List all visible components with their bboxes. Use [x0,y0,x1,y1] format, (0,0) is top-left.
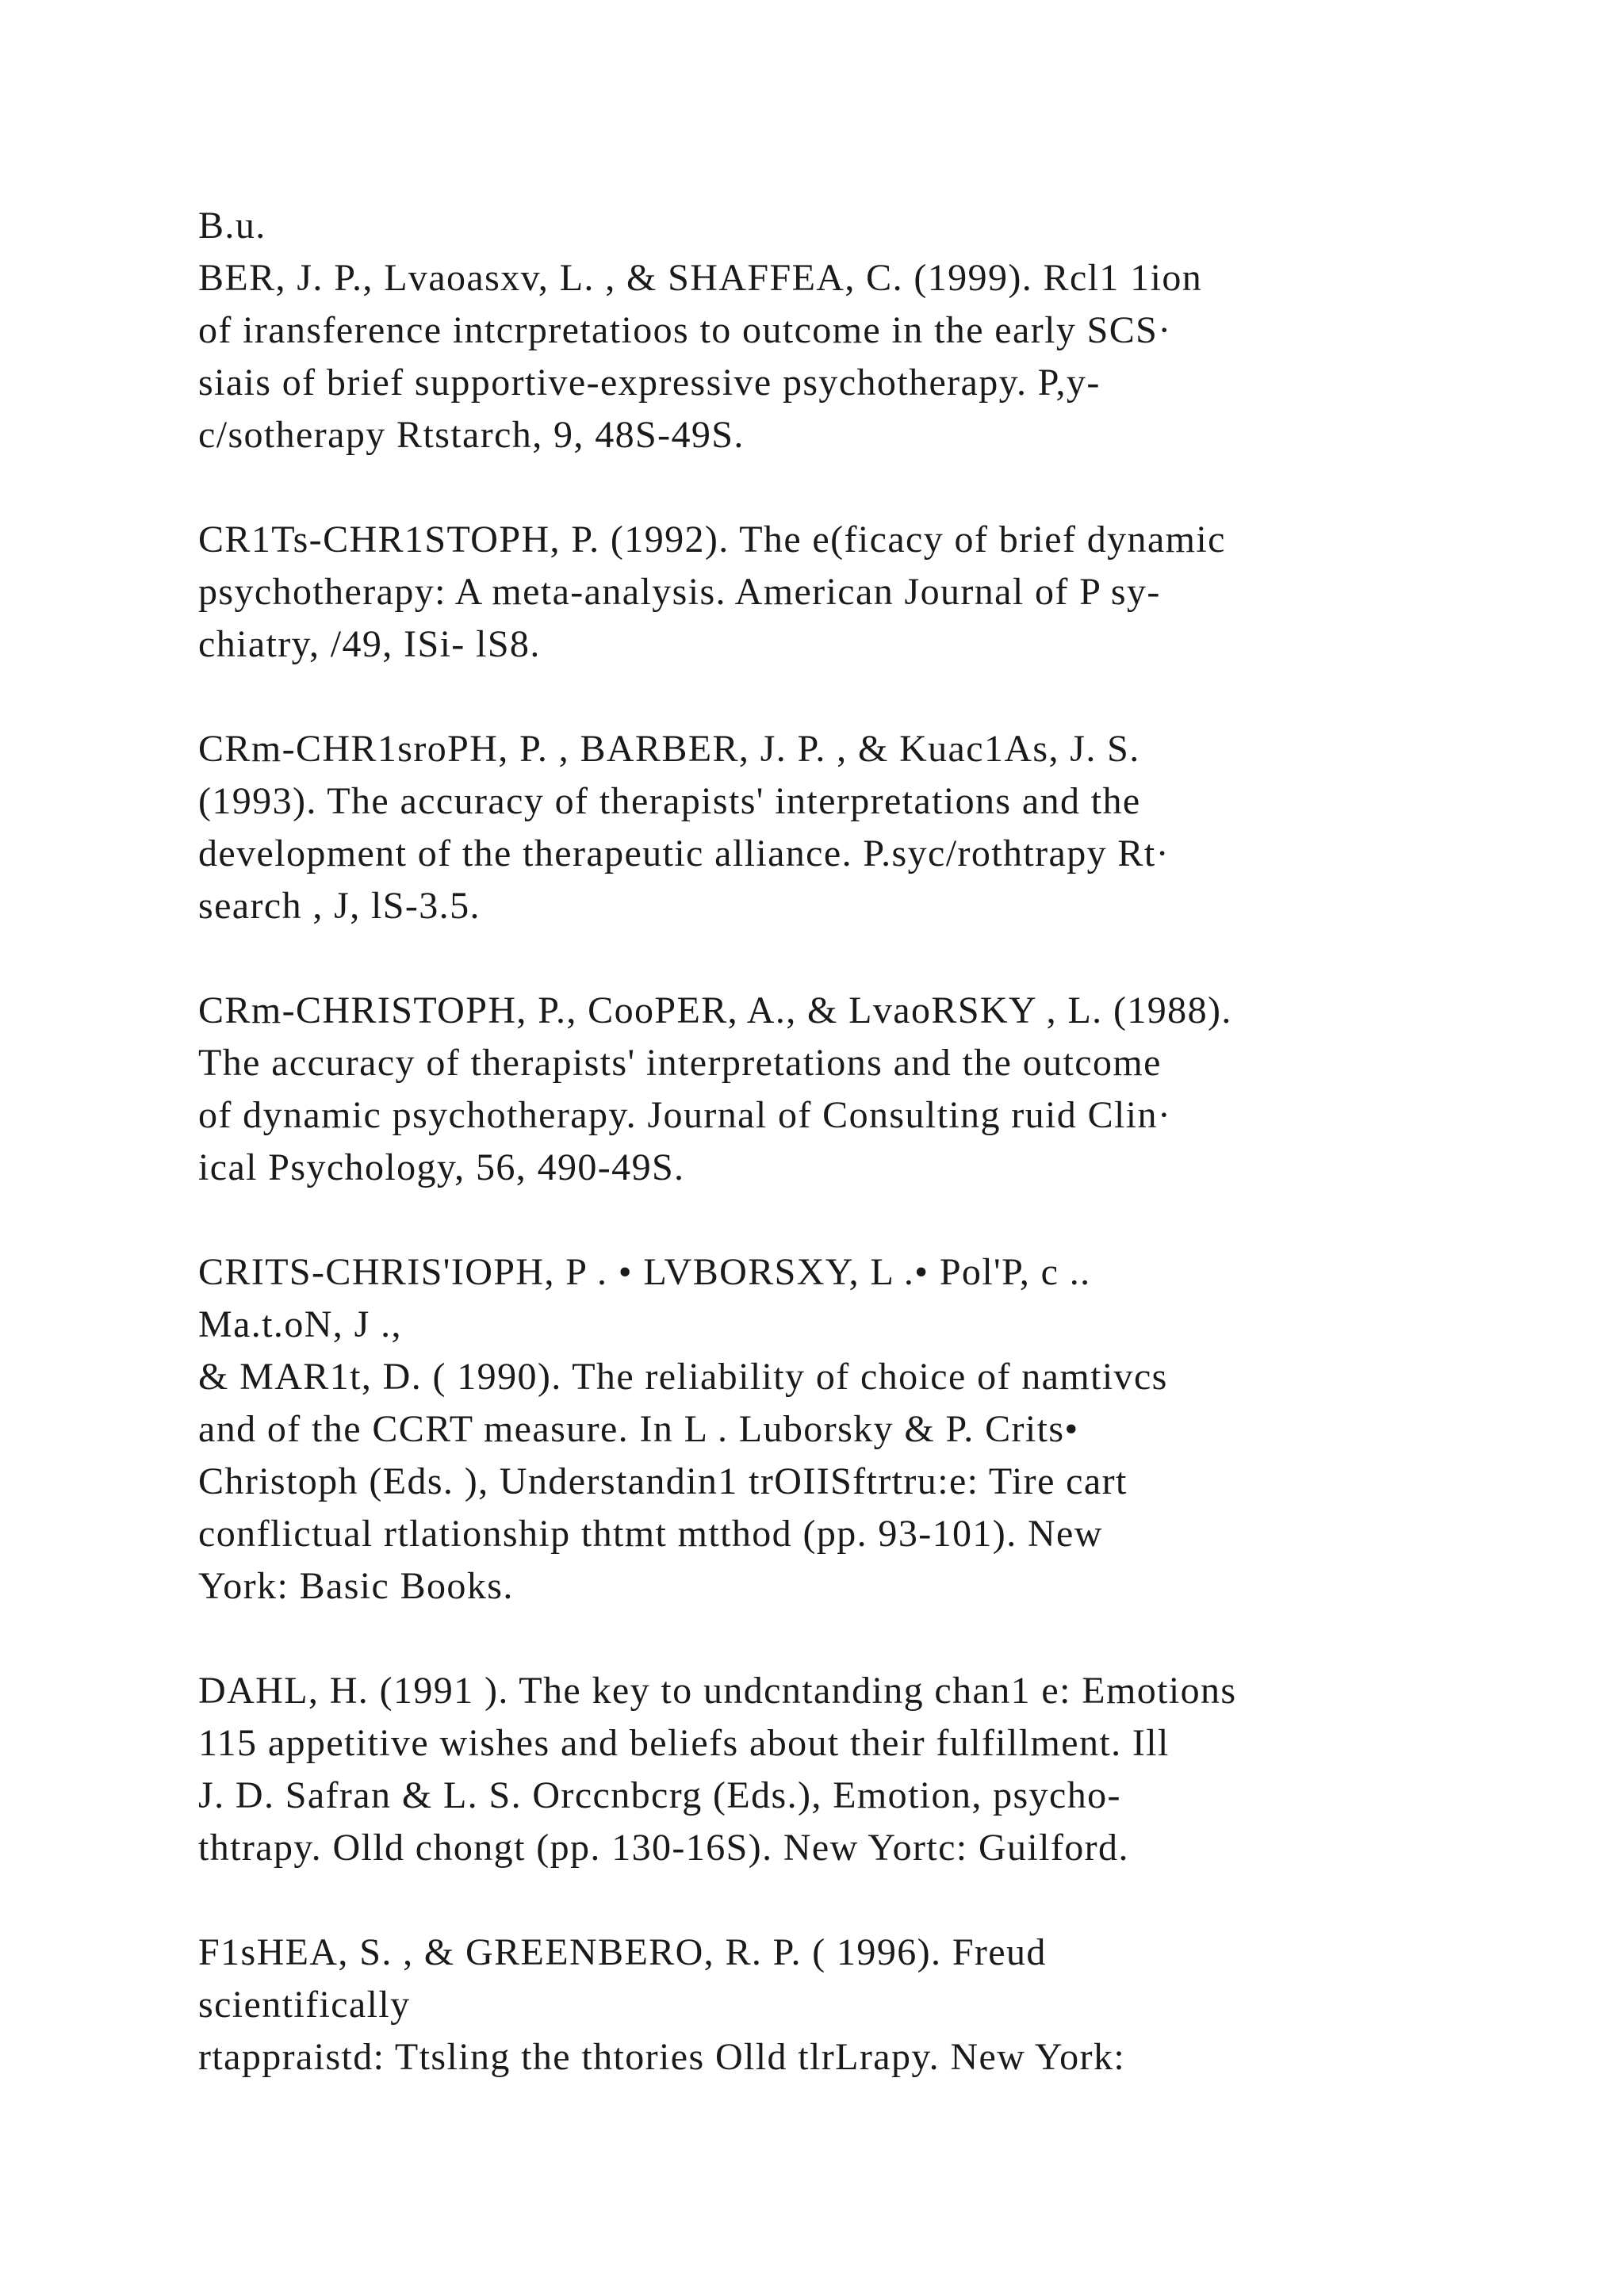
reference-line: ical Psychology, 56, 490-49S. [198,1146,685,1188]
reference-line: J. D. Safran & L. S. Orccnbcrg (Eds.), Emotion, psycho- [198,1774,1121,1816]
reference-list [198,200,1562,2136]
reference-entry-barber-1999 [198,200,1562,461]
reference-line: DAHL, H. (1991 ). The key to undcntanding chan1 e: Emotions [198,1670,1237,1712]
reference-line: Christoph (Eds. ), Understandin1 trOIISftrtru:e: Tire cart [198,1460,1128,1502]
reference-line: scientifically [198,1984,411,2026]
reference-line: York: Basic Books. [198,1565,514,1607]
reference-line: CR1Ts-CHR1STOPH, P. (1992). The e(ficacy of brief dynamic [198,519,1226,561]
reference-entry-dahl-1991 [198,1665,1562,1874]
reference-entry-crits-christoph-1988 [198,985,1562,1194]
reference-line: conflictual rtlationship thtmt mtthod (pp. 93-101). New [198,1513,1103,1555]
reference-line: of dynamic psychotherapy. Journal of Consulting ruid Clin· [198,1094,1172,1136]
reference-line: F1sHEA, S. , & GREENBERO, R. P. ( 1996). Freud [198,1931,1047,1973]
reference-entry-crits-christoph-1992 [198,514,1562,671]
reference-entry-crits-christoph-1990 [198,1246,1562,1613]
reference-line: thtrapy. Olld chongt (pp. 130-16S). New Yortc: Guilford. [198,1827,1129,1869]
reference-line: of iransference intcrpretatioos to outcome in the early SCS· [198,309,1172,351]
reference-line: The accuracy of therapists' interpretations and the outcome [198,1042,1162,1084]
reference-line: search , J, lS-3.5. [198,885,481,927]
reference-line: chiatry, /49, ISi- lS8. [198,623,541,665]
reference-line: 115 appetitive wishes and beliefs about their fulfillment. Ill [198,1722,1170,1764]
reference-line: CRm-CHRISTOPH, P., CooPER, A., & LvaoRSKY , L. (1988). [198,989,1232,1031]
reference-line: psychotherapy: A meta-analysis. American Journal of P sy- [198,571,1161,613]
reference-line: CRm-CHR1sroPH, P. , BARBER, J. P. , & Kuac1As, J. S. [198,728,1140,770]
reference-entry-fisher-1996 [198,1927,1562,2084]
reference-line: development of the therapeutic alliance. P.syc/rothtrapy Rt· [198,832,1170,874]
reference-line: BER, J. P., Lvaoasxv, L. , & SHAFFEA, C. (1999). Rcl1 1ion [198,257,1203,299]
reference-line: and of the CCRT measure. In L . Luborsky & P. Crits• [198,1408,1079,1450]
reference-line: Ma.t.oN, J ., [198,1303,402,1345]
reference-line: rtappraistd: Ttsling the thtories Olld tlrLrapy. New York: [198,2036,1126,2078]
reference-line: (1993). The accuracy of therapists' interpretations and the [198,780,1141,822]
reference-line: & MAR1t, D. ( 1990). The reliability of choice of namtivcs [198,1356,1168,1398]
reference-line: siais of brief supportive-expressive psychotherapy. P,y- [198,362,1101,404]
reference-line: c/sotherapy Rtstarch, 9, 48S-49S. [198,414,745,456]
reference-entry-crits-christoph-1993 [198,723,1562,932]
reference-line: CRITS-CHRIS'IOPH, P . • LVBORSXY, L .• Pol'P, c .. [198,1251,1091,1293]
reference-line: B.u. [198,205,266,247]
